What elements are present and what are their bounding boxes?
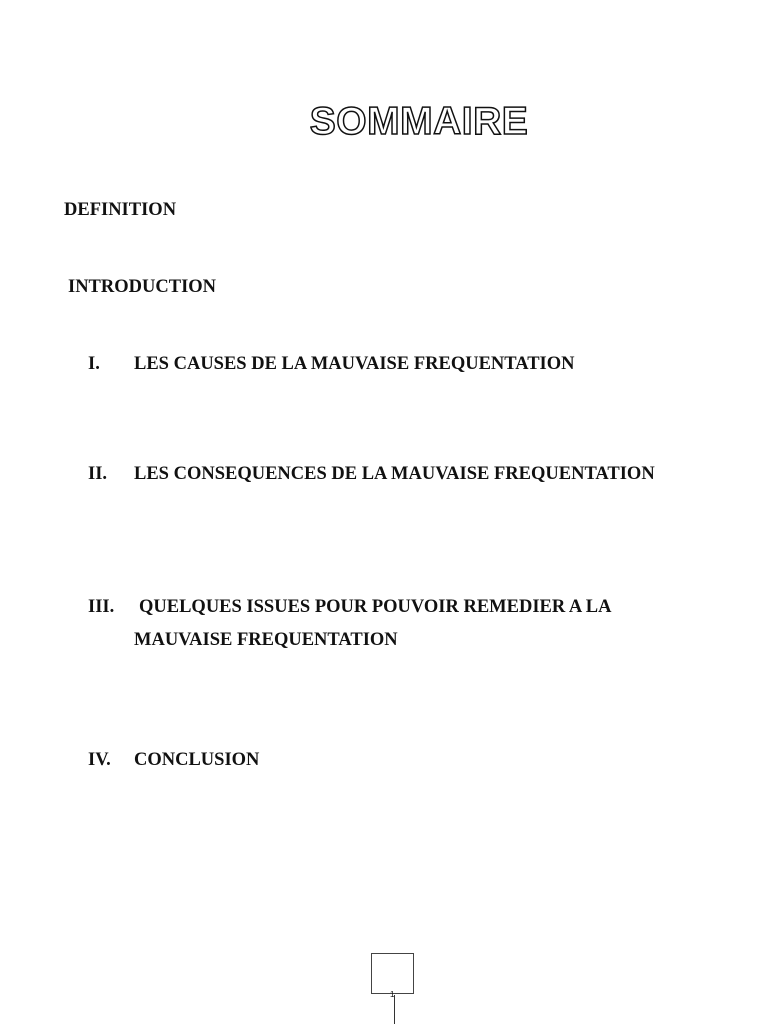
toc-number-i: I. xyxy=(88,354,100,374)
page-number-box xyxy=(371,953,414,994)
toc-entry-remedies-line-2: MAUVAISE FREQUENTATION xyxy=(134,630,398,650)
toc-number-ii: II. xyxy=(88,464,108,484)
toc-number-iii: III. xyxy=(88,597,115,617)
toc-entry-conclusion: CONCLUSION xyxy=(134,750,260,770)
page-title: SOMMAIRE xyxy=(309,100,529,143)
page-number: 1 xyxy=(390,990,395,999)
toc-entry-introduction: INTRODUCTION xyxy=(68,277,217,297)
toc-entry-causes: LES CAUSES DE LA MAUVAISE FREQUENTATION xyxy=(134,354,575,374)
toc-entry-remedies-line-1: QUELQUES ISSUES POUR POUVOIR REMEDIER A LA xyxy=(139,597,612,617)
toc-entry-consequences: LES CONSEQUENCES DE LA MAUVAISE FREQUENTATION xyxy=(134,464,655,484)
footer-divider xyxy=(394,995,395,1024)
toc-entry-definition: DEFINITION xyxy=(64,200,177,220)
toc-number-iv: IV. xyxy=(88,750,111,770)
